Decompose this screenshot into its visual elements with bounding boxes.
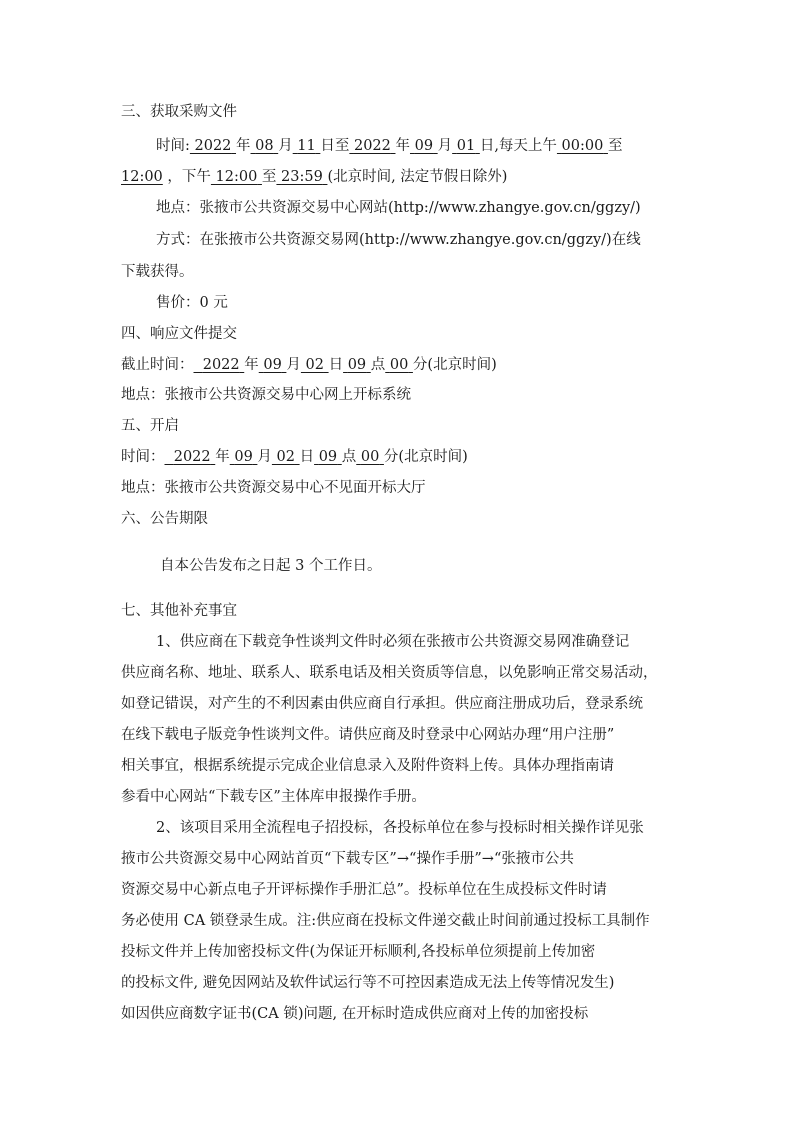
opening-year: 2022 [173, 449, 211, 465]
deadline-year: 2022 [202, 357, 240, 373]
start-day: 11 [297, 138, 316, 154]
para1-line-2: 供应商名称、地址、联系人、联系电话及相关资质等信息，以免影响正常交易活动， [121, 665, 658, 681]
price: 售价：0 元 [156, 295, 228, 311]
start-year: 2022 [194, 138, 232, 154]
section-3-heading: 三、获取采购文件 [121, 104, 237, 120]
obtain-time-line-2: 12:00 ，下午 12:00 至 23:59 (北京时间, 法定节假日除外) [121, 169, 508, 185]
deadline-day: 02 [305, 357, 324, 373]
announcement-period: 自本公告发布之日起 3 个工作日。 [160, 558, 382, 574]
obtain-method: 方式：在张掖市公共资源交易网(http://www.zhangye.gov.cn/ggzy/)在线 [156, 232, 641, 248]
para2-line-5: 投标文件并上传加密投标文件(为保证开标顺利,各投标单位须提前上传加密 [121, 944, 596, 960]
end-month: 09 [414, 138, 434, 154]
submit-place: 地点：张掖市公共资源交易中心网上开标系统 [121, 387, 411, 403]
obtain-place: 地点：张掖市公共资源交易中心网站(http://www.zhangye.gov.cn/ggzy/) [156, 200, 641, 216]
section-5-heading: 五、开启 [121, 418, 179, 434]
end-year: 2022 [353, 138, 391, 154]
deadline-minute: 00 [389, 357, 409, 373]
para2-line-3: 资源交易中心新点电子开评标操作手册汇总”。投标单位在生成投标文件时请 [121, 882, 607, 898]
para1-line-3: 如登记错误，对产生的不利因素由供应商自行承担。供应商注册成功后，登录系统 [121, 696, 643, 712]
para2-line-6: 的投标文件, 避免因网站及软件试运行等不可控因素造成无法上传等情况发生) [121, 975, 615, 991]
obtain-time-line: 时间: 2022 年 08 月 11 日至 2022 年 09 月 01 日,每天上午 00:00 至 [156, 138, 623, 154]
para1-line-6: 参看中心网站“下载专区”主体库申报操作手册。 [121, 789, 426, 805]
para1-line-5: 相关事宜，根据系统提示完成企业信息录入及附件资料上传。具体办理指南请 [121, 758, 614, 774]
section-6-heading: 六、公告期限 [121, 511, 208, 527]
opening-place: 地点：张掖市公共资源交易中心不见面开标大厅 [121, 480, 426, 496]
opening-day: 02 [276, 449, 295, 465]
section-7-heading: 七、其他补充事宜 [121, 603, 237, 619]
deadline-hour: 09 [347, 357, 367, 373]
time-label: 时间: [156, 138, 190, 154]
section-4-heading: 四、响应文件提交 [121, 326, 237, 342]
para2-line-2: 掖市公共资源交易中心网站首页“下载专区”→“操作手册”→“张掖市公共 [121, 851, 574, 867]
afternoon-end: 23:59 [281, 169, 323, 185]
deadline-month: 09 [263, 357, 282, 373]
end-day: 01 [456, 138, 476, 154]
obtain-method-cont: 下载获得。 [121, 264, 194, 280]
para2-line-4: 务必使用 CA 锁登录生成。注:供应商在投标文件递交截止时间前通过投标工具制作 [121, 913, 650, 929]
para2-line-1: 2、该项目采用全流程电子招投标，各投标单位在参与投标时相关操作详见张 [156, 820, 644, 836]
deadline-line: 截止时间： 2022 年 09 月 02 日 09 点 00 分(北京时间) [121, 357, 497, 373]
afternoon-start: 12:00 [215, 169, 258, 185]
opening-minute: 00 [360, 449, 380, 465]
opening-time-line: 时间： 2022 年 09 月 02 日 09 点 00 分(北京时间) [121, 449, 468, 465]
para1-line-1: 1、供应商在下载竞争性谈判文件时必须在张掖市公共资源交易网准确登记 [156, 634, 630, 650]
para2-line-7: 如因供应商数字证书(CA 锁)问题, 在开标时造成供应商对上传的加密投标 [121, 1006, 589, 1022]
opening-hour: 09 [318, 449, 338, 465]
morning-end: 12:00 [121, 169, 163, 185]
para1-line-4: 在线下载电子版竞争性谈判文件。请供应商及时登录中心网站办理“用户注册” [121, 727, 615, 743]
opening-month: 09 [234, 449, 253, 465]
morning-start: 00:00 [561, 138, 604, 154]
start-month: 08 [255, 138, 274, 154]
